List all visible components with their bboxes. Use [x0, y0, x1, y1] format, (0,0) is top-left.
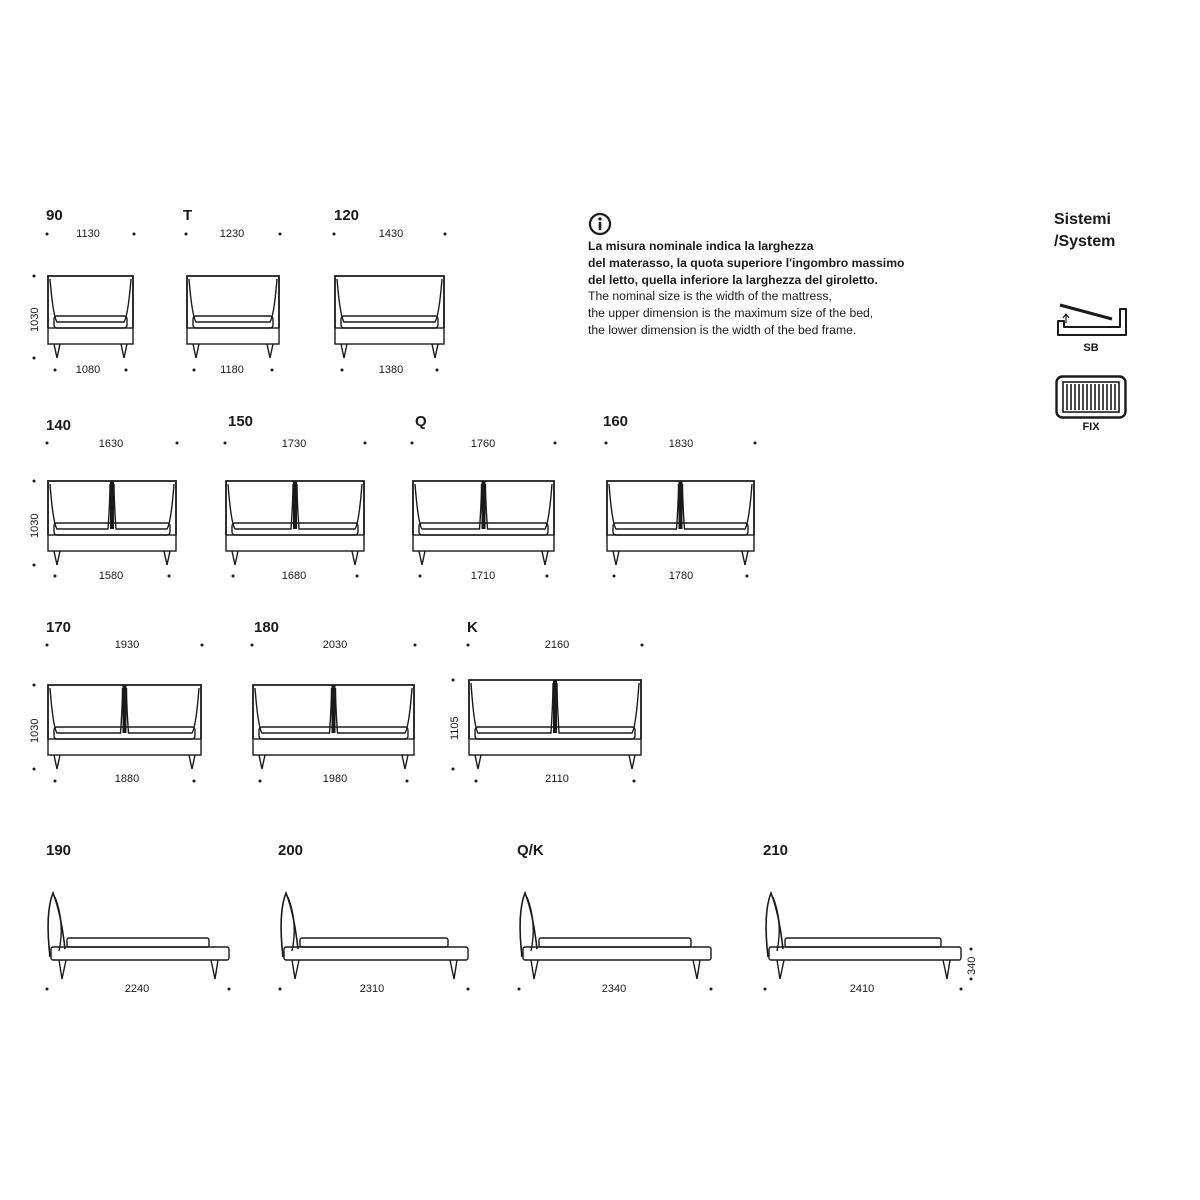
side-frame [51, 947, 229, 960]
side-height-dot-top [970, 948, 973, 951]
top-dim-160: 1830 [668, 438, 694, 450]
systems-title-en: /System [1054, 233, 1116, 250]
dim-dot-height-top-3 [33, 480, 36, 483]
side-leg-left [292, 960, 299, 979]
length-dim-200: 2310 [359, 983, 385, 995]
dim-dot-height-top-0 [33, 275, 36, 278]
front-view-bed-4 [226, 481, 364, 565]
leg-right [742, 551, 748, 565]
side-dim-dot-left-3 [764, 988, 767, 991]
headboard-cushion-right [114, 484, 174, 529]
headboard-outline [48, 276, 133, 328]
size-label-QK: Q/K [517, 842, 544, 859]
size-label-190: 190 [46, 842, 72, 859]
side-headboard-inner [288, 897, 294, 951]
top-dim-T: 1230 [219, 228, 245, 240]
dim-dot-bottom-left-6 [613, 575, 616, 578]
top-dim-170: 1930 [114, 639, 140, 651]
dim-dot-height-bottom-9 [452, 768, 455, 771]
top-dim-120: 1430 [378, 228, 404, 240]
top-dim-150: 1730 [281, 438, 307, 450]
length-dim-190: 2240 [124, 983, 150, 995]
dim-dot-top-right-2 [444, 233, 447, 236]
leg-left [419, 551, 425, 565]
dim-dot-top-left-0 [46, 233, 49, 236]
dim-dot-top-right-3 [176, 442, 179, 445]
size-label-90: 90 [46, 207, 63, 224]
note-it-line-2: del materasso, la quota superiore l'ingombro massimo [588, 255, 905, 270]
front-view-bed-6 [607, 481, 754, 565]
leg-left [341, 344, 347, 358]
front-view-bed-9 [469, 680, 641, 769]
bottom-dim-Q: 1710 [470, 570, 496, 582]
side-view-bed-2 [520, 893, 711, 979]
headboard-cushion-left [415, 484, 482, 529]
top-dim-K: 2160 [544, 639, 570, 651]
dim-dot-top-right-9 [641, 644, 644, 647]
dim-dot-height-bottom-7 [33, 768, 36, 771]
bed-frame [187, 328, 279, 344]
dim-dot-height-top-9 [452, 679, 455, 682]
bottom-dim-150: 1680 [281, 570, 307, 582]
side-leg-right [943, 960, 950, 979]
size-label-K: K [467, 619, 478, 636]
side-leg-left [59, 960, 66, 979]
side-frame [284, 947, 468, 960]
front-view-bed-1 [187, 276, 279, 358]
note-it-line-1: La misura nominale indica la larghezza [588, 239, 814, 253]
dim-dot-top-left-6 [605, 442, 608, 445]
bed-frame [413, 535, 554, 551]
leg-left [54, 344, 60, 358]
side-headboard-inner [773, 897, 779, 951]
side-leg-left [777, 960, 784, 979]
leg-right [352, 551, 358, 565]
leg-left [232, 551, 238, 565]
side-dim-dot-right-2 [710, 988, 713, 991]
dim-dot-top-right-5 [554, 442, 557, 445]
headboard-cushion-right [336, 688, 413, 733]
leg-right [432, 344, 438, 358]
side-headboard-inner [527, 897, 533, 951]
dim-dot-bottom-right-3 [168, 575, 171, 578]
bottom-dim-90: 1080 [75, 364, 101, 376]
headboard-cushion-right [486, 484, 553, 529]
dim-dot-bottom-left-8 [259, 780, 262, 783]
leg-left [475, 755, 481, 769]
dim-dot-top-right-4 [364, 442, 367, 445]
side-view-bed-1 [281, 893, 468, 979]
leg-left [259, 755, 265, 769]
side-dim-dot-left-2 [518, 988, 521, 991]
leg-left [54, 551, 60, 565]
headboard-cushion-left [255, 688, 332, 733]
dim-dot-top-right-0 [133, 233, 136, 236]
headboard-cushion-right [683, 484, 753, 529]
front-view-bed-7 [48, 685, 201, 769]
leg-right [164, 551, 170, 565]
side-dim-dot-right-1 [467, 988, 470, 991]
size-label-170: 170 [46, 619, 72, 636]
leg-right [121, 344, 127, 358]
headboard-cushion-left [609, 484, 679, 529]
bed-frame [253, 739, 414, 755]
leg-right [267, 344, 273, 358]
side-leg-right [211, 960, 218, 979]
dim-dot-top-left-2 [333, 233, 336, 236]
size-label-Q: Q [415, 413, 427, 430]
top-dim-180: 2030 [322, 639, 348, 651]
side-mattress [300, 938, 448, 947]
headboard-cushion-left [471, 683, 553, 733]
leg-left [193, 344, 199, 358]
leg-right [402, 755, 408, 769]
leg-right [189, 755, 195, 769]
length-dim-QK: 2340 [601, 983, 627, 995]
top-dim-90: 1130 [76, 228, 100, 240]
note-en-line-1: The nominal size is the width of the mattress, [588, 289, 832, 304]
dim-dot-bottom-left-1 [193, 369, 196, 372]
system-label-sb: SB [1083, 342, 1099, 354]
height-dim-210: 340 [966, 956, 978, 975]
side-dim-dot-left-1 [279, 988, 282, 991]
leg-left [613, 551, 619, 565]
side-mattress [67, 938, 209, 947]
dim-dot-bottom-left-7 [54, 780, 57, 783]
headboard-outline [187, 276, 279, 328]
bed-frame [48, 535, 176, 551]
leg-left [54, 755, 60, 769]
height-dim-K: 1105 [449, 716, 461, 740]
side-height-dot-bottom [970, 978, 973, 981]
dim-dot-top-left-7 [46, 644, 49, 647]
note-en-line-3: the lower dimension is the width of the bed frame. [588, 322, 857, 337]
side-leg-right [693, 960, 700, 979]
size-label-150: 150 [228, 413, 254, 430]
bottom-dim-K: 2110 [545, 773, 569, 785]
dim-dot-bottom-right-9 [633, 780, 636, 783]
size-label-180: 180 [254, 619, 280, 636]
headboard-cushion-right [127, 688, 200, 733]
leg-right [542, 551, 548, 565]
headboard-cushion-right [297, 484, 362, 529]
note-it-line-3: del letto, quella inferiore la larghezza del giroletto. [588, 272, 878, 287]
dim-dot-top-left-9 [467, 644, 470, 647]
bed-frame [469, 739, 641, 755]
dim-dot-top-right-6 [754, 442, 757, 445]
headboard-cushion-left [50, 484, 110, 529]
side-dim-dot-right-0 [228, 988, 231, 991]
dim-dot-height-bottom-0 [33, 357, 36, 360]
size-label-120: 120 [334, 207, 360, 224]
size-label-200: 200 [278, 842, 304, 859]
dim-dot-bottom-right-0 [125, 369, 128, 372]
height-dim-170: 1030 [29, 718, 41, 743]
dim-dot-top-left-1 [185, 233, 188, 236]
bottom-dim-160: 1780 [668, 570, 694, 582]
dim-dot-bottom-right-7 [193, 780, 196, 783]
dim-dot-bottom-left-5 [419, 575, 422, 578]
dim-dot-bottom-left-0 [54, 369, 57, 372]
dim-dot-top-right-1 [279, 233, 282, 236]
side-view-bed-0 [48, 893, 229, 979]
dim-dot-bottom-left-3 [54, 575, 57, 578]
leg-right [629, 755, 635, 769]
dim-dot-bottom-right-4 [356, 575, 359, 578]
size-label-160: 160 [603, 413, 629, 430]
dim-dot-top-left-4 [224, 442, 227, 445]
dim-dot-bottom-left-4 [232, 575, 235, 578]
size-label-T: T [183, 207, 193, 224]
bed-frame [48, 328, 133, 344]
side-mattress [539, 938, 691, 947]
top-dim-140: 1630 [98, 438, 124, 450]
dim-dot-bottom-right-6 [746, 575, 749, 578]
dim-dot-bottom-right-5 [546, 575, 549, 578]
bed-frame [48, 739, 201, 755]
dim-dot-top-left-5 [411, 442, 414, 445]
system-label-fix: FIX [1082, 421, 1100, 433]
side-mattress [785, 938, 941, 947]
side-headboard-inner [55, 897, 61, 951]
side-dim-dot-left-0 [46, 988, 49, 991]
side-leg-left [531, 960, 538, 979]
bottom-dim-170: 1880 [114, 773, 140, 785]
bottom-dim-140: 1580 [98, 570, 124, 582]
dim-dot-height-top-7 [33, 684, 36, 687]
dim-dot-top-right-7 [201, 644, 204, 647]
bottom-dim-120: 1380 [378, 364, 404, 376]
systems-title-it: Sistemi [1054, 211, 1111, 228]
dim-dot-bottom-left-2 [341, 369, 344, 372]
size-label-140: 140 [46, 417, 72, 434]
size-label-210: 210 [763, 842, 789, 859]
bottom-dim-180: 1980 [322, 773, 348, 785]
headboard-outline [335, 276, 444, 328]
top-dim-Q: 1760 [470, 438, 496, 450]
headboard-cushion-left [50, 688, 123, 733]
dim-dot-bottom-left-9 [475, 780, 478, 783]
front-view-bed-3 [48, 481, 176, 565]
height-dim-140: 1030 [29, 513, 41, 538]
dim-dot-top-right-8 [414, 644, 417, 647]
bed-frame [335, 328, 444, 344]
dim-dot-bottom-right-1 [271, 369, 274, 372]
side-frame [523, 947, 711, 960]
length-dim-210: 2410 [849, 983, 875, 995]
height-dim-90: 1030 [29, 307, 41, 332]
headboard-cushion-left [228, 484, 293, 529]
front-view-bed-8 [253, 685, 414, 769]
dim-dot-top-left-3 [46, 442, 49, 445]
front-view-bed-2 [335, 276, 444, 358]
dim-dot-bottom-right-8 [406, 780, 409, 783]
front-view-bed-5 [413, 481, 554, 565]
dim-dot-top-left-8 [251, 644, 254, 647]
note-en-line-2: the upper dimension is the maximum size of the bed, [588, 306, 874, 321]
side-frame [769, 947, 961, 960]
dim-dot-height-bottom-3 [33, 564, 36, 567]
side-leg-right [450, 960, 457, 979]
bed-frame [226, 535, 364, 551]
side-dim-dot-right-3 [960, 988, 963, 991]
dim-dot-bottom-right-2 [436, 369, 439, 372]
bed-frame [607, 535, 754, 551]
side-view-bed-3 [766, 893, 961, 979]
front-view-bed-0 [48, 276, 133, 358]
headboard-cushion-right [557, 683, 639, 733]
bottom-dim-T: 1180 [220, 364, 244, 376]
